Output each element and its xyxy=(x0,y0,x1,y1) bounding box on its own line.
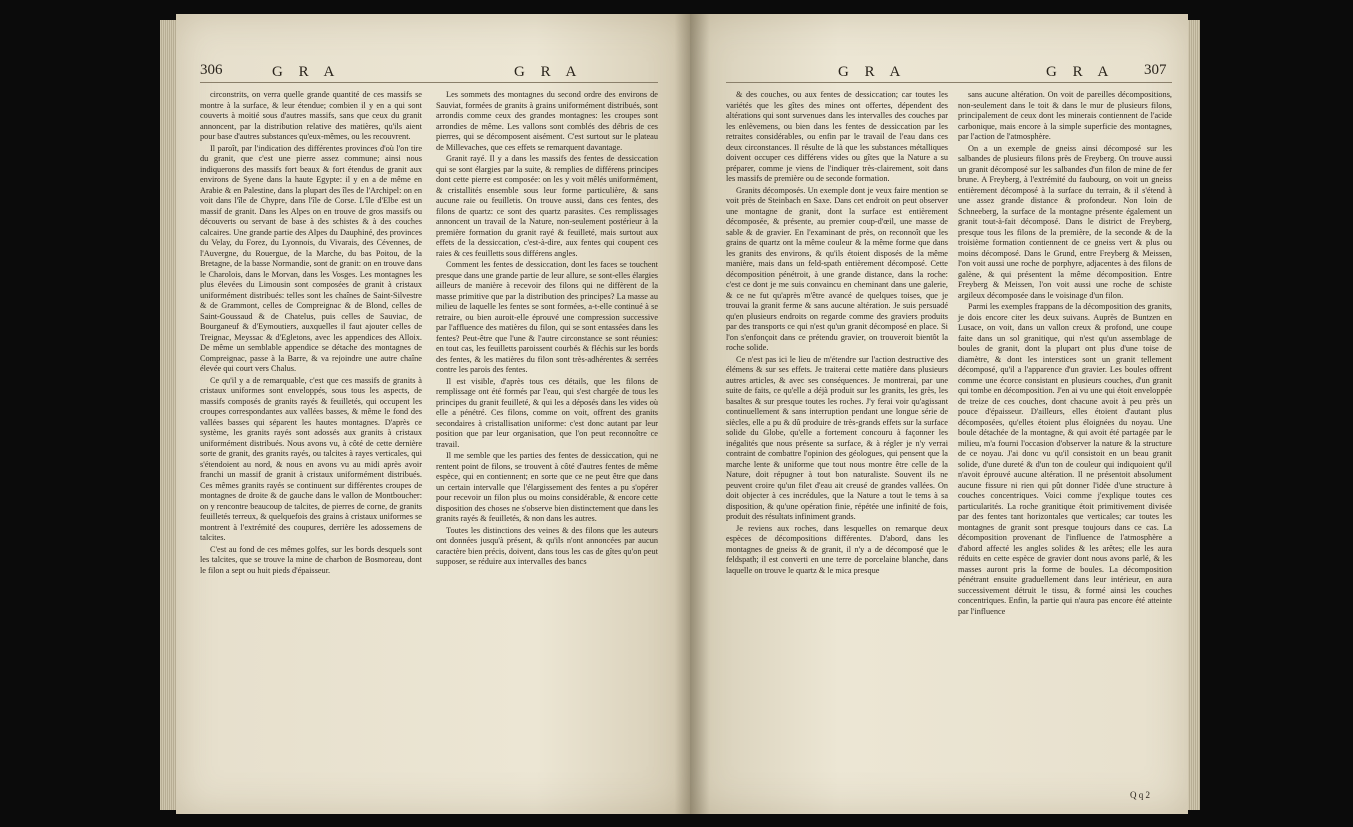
left-page-number: 306 xyxy=(200,62,223,78)
paragraph: Il est visible, d'après tous ces détails, que les filons de remplissage ont été formés par l'eau, qui s'est chargée de tous les principes du granit feuilleté, & qui les a déposés dans les vides où elle a pénétré. Ces filons, comme on voit, offrent des granits secondaires à cristallisation uniforme: c'est donc autant par leur position que par leur organisation, que l'on peut reconnoître ce travail. xyxy=(436,376,658,449)
paragraph: Toutes les distinctions des veines & des filons que les auteurs ont données jusqu'à présent, & qu'ils n'ont annoncées par aucun caractère bien précis, doivent, dans tous les cas de gîtes qu'on peut supposer, se réduire aux intervalles des bancs xyxy=(436,525,658,566)
right-header-left: G R A xyxy=(838,64,907,80)
left-header-rule xyxy=(200,82,658,83)
paragraph: Les sommets des montagnes du second ordre des environs de Sauviat, formées de granits à grains uniformément distribués, sont arrondis comme ceux des grandes montagnes: les croupes sont arrondies de même. Les vallons sont comblés des débris de ces pierres, qui se décomposent aisément. C'est surtout sur le plateau de Millevaches, que ces effets se remarquent davantage. xyxy=(436,90,658,152)
signature-mark: Q q 2 xyxy=(1130,790,1150,800)
right-page-edge xyxy=(1186,20,1200,810)
left-header-right: G R A xyxy=(514,64,583,80)
paragraph: Ce n'est pas ici le lieu de m'étendre sur l'action destructive des élémens & sur ses effets. Je traiterai cette matière dans plusieurs autres articles, & avec ses conséquences. Je montrerai, par une suite de faits, ce qu'elle a déjà produit sur les granits, les grès, les basaltes & sur presque toutes les roches. J'y ferai voir qu'agissant continuellement & sans interruption pendant une longue série de siècles, elle a pu & dû produire de très-grands effets sur la surface solide du Globe, qu'elle a fortement concouru à façonner les inégalités que nous présente sa surface, & à régler je n'y verrai contraint de combattre l'opinion des géologues, qui pensent que la marche lente & uniforme que tout nous montre être celle de la Nature, doit répugner à tout bon naturaliste. Souvent ils ne peuvent croire qu'un filet d'eau ait creusé de grandes vallées. On doit objecter à ces incrédules, que la Nature a tout le tems à sa disposition, & qu'une opération finie, répétée une infinité de fois, produit des résultats infiniment grands. xyxy=(726,354,948,521)
left-column-2 xyxy=(436,90,658,569)
left-header-left: G R A xyxy=(272,64,341,80)
paragraph: Comment les fentes de dessiccation, dont les faces se touchent presque dans une grande partie de leur allure, se sont-elles élargies ailleurs de manière à recevoir des filons qui ne diffèrent de la masse primitive que par la distribution des principes? La masse au milieu de laquelle les fentes se sont formées, a-t-elle continué à se retraire, ou bien auroit-elle éprouvé une compression successive par l'affluence des matières du filon, qui se sont entassées dans les fentes? Peut-être que l'une & l'autre circonstance se sont réunies: en tout cas, les feuilletts paroissent courbés & fléchis sur les bords des fentes, & les matières du filon sont très-adhérentes & serrées contre les parois des fentes. xyxy=(436,260,658,374)
left-page xyxy=(176,14,690,814)
right-page-number: 307 xyxy=(1144,62,1167,78)
paragraph: Granits décomposés. Un exemple dont je veux faire mention se voit près de Steinbach en Saxe. Dans cet endroit on peut observer une montagne de granit, dont la surface est entièrement décomposée, & présente, au premier coup-d'œil, une masse de sable & de gravier. En l'examinant de près, on reconnoît que les grains de quartz ont la même couleur & la même forme que dans les granits des environs, & qu'ils étoient disposés de la même manière, mais dans un feld-spath entièrement décomposé. Cette décomposition pénétroit, à une grande distance, dans la roche: c'est ce dont je me suis convaincu en cheminant dans une galerie, & ce ne fut qu'après m'être avancé de quelques toises, que je trouvai la granit ferme & sans aucune altération. Je suis persuadé qu'en plusieurs endroits on regarde comme des graviers produits par des transports ce qui n'est qu'un granit décomposé en place. Si l'on s'enfonçoit dans ce prétendu gravier, on trouveroit bientôt la roche solide. xyxy=(726,185,948,352)
paragraph: Parmi les exemples frappans de la décomposition des granits, je dois encore citer les deux suivans. Auprès de Buntzen en Lusace, on voit, dans un vallon creux & profond, une coupe faite dans un sol granitique, qui n'est qu'un assemblage de boules de granit, dont la plupart ont plus d'une toise de diamètre, & dont les interstices sont un granit tellement décomposé, qu'il a l'apparence d'un gravier. Les boules offrent comme une écorce consistant en plusieurs couches, d'un granit qui tombe en décomposition. J'en ai vu une qui étoit enveloppée de treize de ces couches, dont chacune avoit à peu près un pouce d'épaisseur. D'ailleurs, elles étoient d'autant plus décomposées, qu'elles étoient plus éloignées du noyau. Une boule détachée de la montagne, & qui avoit été partagée par le milieu, m'a fourni l'occasion d'observer la nature & la structure de ce noyau. J'ai donc vu qu'il consistoit en un beau granit solide, d'une dureté & d'un ton de couleur qui indiquoient qu'il n'avoit éprouvé aucune altération. Il ne présentoit absolument aucune fissure ni rien qui pût donner l'idée d'une structure à couches concentriques. Voici comme j'explique toutes ces particularités. La roche granitique étoit primitivement divisée par des fentes tant horizontales que verticales; car toutes les montagnes de granit sont presque toujours dans ce cas. La décomposition provenant de l'influence de l'atmosphère a d'abord affecté les angles solides & les arêtes; elle les aura réduits en cette espèce de gravier dont nous avons parlé, & les masses auront pris la forme de boules. La décomposition pénétrant ensuite graduellement dans leur intérieur, en aura successivement détruit le tissu, & formé ainsi les couches concentriques. Enfin, la partie qui n'aura pas encore été atteinte par l'influence xyxy=(958,302,1172,616)
paragraph: & des couches, ou aux fentes de dessiccation; car toutes les variétés que les gîtes des mines ont offertes, dépendent des altérations qui sont survenues dans les intervalles des couches par les enlèvemens, ou bien dans les fentes de dessiccation par les retraites considérables, ou enfin par le travail de l'eau dans ces deux circonstances. Il résulte de là que les substances métalliques doivent occuper ces différens vides ou gîtes que la Nature a su préparer, comme je viens de l'indiquer très-clairement, soit dans les massifs de première ou de seconde formation. xyxy=(726,90,948,183)
left-column-1 xyxy=(200,90,422,577)
paragraph: Granit rayé. Il y a dans les massifs des fentes de dessiccation qui se sont élargies par la suite, & remplies de différens principes dont cette pierre est composée: on les y voit mêlés uniformément, & cristallités ensemble sous leur forme particulière, & sans aucune raie ou feuilletis. On trouve aussi, dans ces fentes, des filons de quartz: ce sont des quartz parasites. Ces remplissages annoncent un travail de la Nature, non-seulement postérieur à la première formation du granit rayé & feuilleté, mais surtout aux effets de la dessiccation, c'est-à-dire, aux fentes qui coupent ces raies & ces feuilletts sous différens angles. xyxy=(436,154,658,258)
paragraph: Ce qu'il y a de remarquable, c'est que ces massifs de granits à cristaux uniformes sont enveloppés, sous tous les aspects, de massifs composés de granits rayés & feuilletés, qui occupent les croupes correspondantes aux vallées basses, & même le fond des vallées basses qui séparent les hautes montagnes. D'après ce système, les granits rayés sont adossés aux granits à cristaux uniformément distribués. Nous avons vu, à côté de cette dernière sorte de granit, des granits rayés, ou talcites à rayes verticales, qui s'étendoient au nord, & nous en avons vu au midi après avoir franchi un massif de granit à cristaux uniformément distribués. Ces mêmes granits rayés se continuent sur différentes croupes de montagnes de droite & de gauche dans le vallon de Montboucher: on y rencontre beaucoup de talcites, de pierres de corne, de granits feuilletés terreux, & quelquefois des grains à cristaux uniformes se montrent à l'extrémité des coupures, derrière les adossemens de talcites. xyxy=(200,375,422,542)
right-header-rule xyxy=(726,82,1172,83)
paragraph: Il me semble que les parties des fentes de dessiccation, qui ne rentent point de filons, se trouvent à côté d'autres fentes de même espèce, qui en contiennent; en sorte que ce ne peut être que dans un certain intervalle que l'élargissement des fentes a pu s'opérer pour recevoir un filon plus ou moins considérable, & encore cette disposition des choses ne s'observe bien distinctement que dans les granits rayés & feuilletés, & non dans les autres. xyxy=(436,451,659,523)
right-column-1 xyxy=(726,90,948,577)
right-page xyxy=(690,14,1188,814)
paragraph: sans aucune altération. On voit de pareilles décompositions, non-seulement dans le toit & dans le mur de plusieurs filons, principalement de ceux dont les minerais contiennent de l'acide carbonique, mais encore à la simple superficie des montagnes, par l'action de l'atmosphère. xyxy=(958,90,1172,141)
paragraph: Il paroît, par l'indication des différentes provinces d'où l'on tire du granit, que c'est une pierre assez commune; ainsi nous indiquerons des massifs fort beaux & fort étendus de granit aux environs de Syene dans la haute Egypte: il y en a de même en Arabie & en Palestine, dans la plupart des îles de l'Archipel: on en voit dans l'île de Chypre, dans l'île de Corse. L'île d'Elbe est un massif de granit. Dans les Alpes on en trouve de gros massifs ou découverts ou servant de base à des schistes & à des couches calcaires. Une grande partie des Alpes du Dauphiné, des provinces du Velay, du Forez, du Lyonnois, du Vivarais, des Cévennes, de l'Auvergne, du Rouergue, de la Marche, du bas Poitou, de la Bretagne, de la basse Normandie, sont de granit: on en trouve dans le Charolois, dans le Morvan, dans les Vosges. Les montagnes les plus élevées du Limousin sont composées de granit à cristaux uniformément distribués: telles sont les chaînes de Saint-Silvestre & de Grammont, celles de Compreignac & de Blond, celles de Saint-Goussaud & de Chatelus, puis celles de Sauviac, de Bourganeuf & d'Eymoutiers, auxquelles il faut ajouter celles de Treignac, Meyssac & d'Egletons, avec les appendices des Alloix. De même un semblable appendice se détache des montagnes de Compreignac, passe à la Barre, & va rejoindre une autre chaîne élevée qui court vers Chalus. xyxy=(200,143,422,373)
right-header-right: G R A xyxy=(1046,64,1115,80)
paragraph: C'est au fond de ces mêmes golfes, sur les bords desquels sont les talcites, que se trouve la mine de charbon de Bosmoreau, dont le filon a sept ou huit pieds d'épaisseur. xyxy=(200,544,422,575)
paragraph: circonstrits, on verra quelle grande quantité de ces massifs se montre à la surface, & leur étendue; combien il y en a qui sont couverts à moitié sous d'autres massifs, sans que ceux du granit annoncent, par la distribution relative des matières, qu'ils aient pour base d'autres substances qu'eux-mêmes, ou les recouvrent. xyxy=(200,90,422,141)
paragraph: Je reviens aux roches, dans lesquelles on remarque deux espèces de décompositions différentes. D'abord, dans les montagnes de gneiss & de granit, il n'y a de décomposé que le feldspath; il est converti en une terre de porcelaine blanche, dans laquelle on trouve le quartz & le mica presque xyxy=(726,523,948,575)
paragraph: On a un exemple de gneiss ainsi décomposé sur les salbandes de plusieurs filons près de Freyberg. On trouve aussi un granit décomposé sur les salbandes d'un filon de mine de fer brune. A Freyberg, à l'extrémité du faubourg, on voit un gneiss entièrement décomposé à la surface du terrain, & il s'étend à une assez grande distance & profondeur. Non loin de Schneeberg, la surface de la montagne présente également un granit tout-à-fait décomposé. Dans le district de Freyberg, presque tous les filons de la première, de la seconde & de la troisième formation contiennent de ce gneiss vert & plus ou moins décomposé. Dans le Grund, entre Freyberg & Meissen, l'on voit aussi une roche de porphyre, adjacentes à des filons de galène, & qui présentent la même décomposition. Entre Freyberg & Meissen, l'on voit aussi une roche de schiste argileux décomposée dans le voisinage d'un filon. xyxy=(958,143,1172,300)
right-column-2 xyxy=(958,90,1172,618)
